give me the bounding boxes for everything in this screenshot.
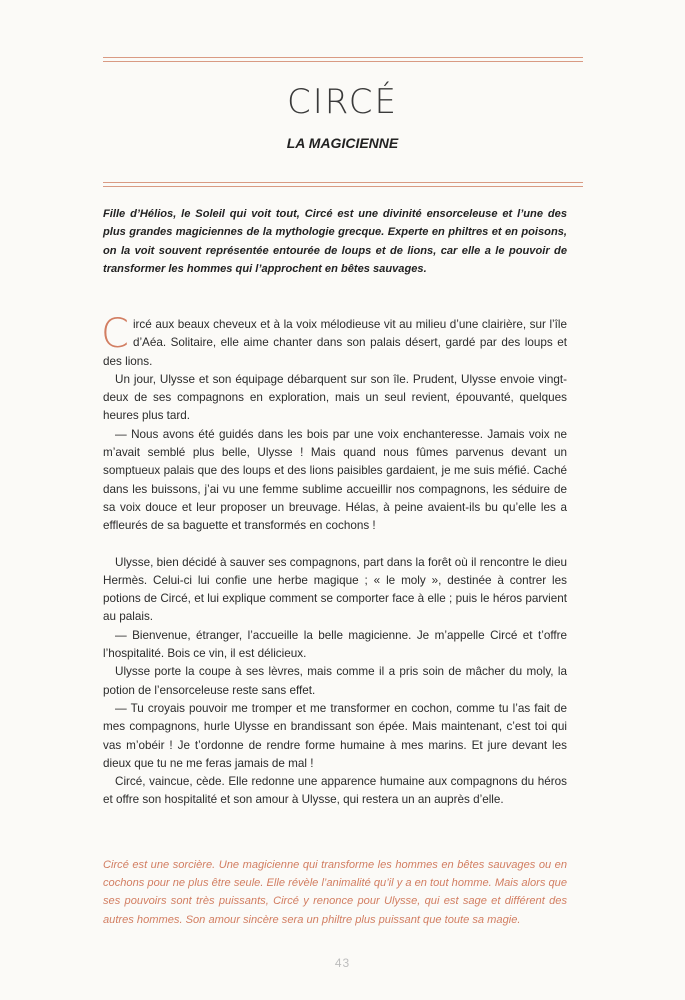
drop-cap: C xyxy=(101,311,129,357)
conclusion-paragraph: Circé est une sorcière. Une magicienne qui transforme les hommes en bêtes sauvages ou en cochons pour ne plus être seule. Elle révèle l’animalité qu’il y a en tout homme. Mais alors que ses pouvoirs sont très puissants, Circé y renonce pour Ulysse, qui est sage et différent des autres hommes. Son amour sincère sera un philtre plus puissant que toute sa magie. xyxy=(103,859,567,926)
bottom-double-rule xyxy=(103,182,583,187)
story-paragraph-1: Circé aux beaux cheveux et à la voix mélodieuse vit au milieu d’une clairière, sur l’île d’Aéa. Solitaire, elle aime chanter dans son palais désert, gardé par des loups et des lions. xyxy=(101,311,567,368)
story-paragraph-4: Ulysse, bien décidé à sauver ses compagnons, part dans la forêt où il rencontre le dieu Hermès. Celui-ci lui confie une herbe magique ; « le moly », destinée à contrer les potions de Circé, et lui explique comment se comporter face à elle ; puis le héros parvient au palais. xyxy=(103,555,567,624)
story-paragraph-7: — Tu croyais pouvoir me tromper et me transformer en cochon, comme tu l’as fait de mes compagnons, hurle Ulysse en brandissant son épée. Mais maintenant, c’est toi qui vas m’obéir ! Je t’ordonne de rendre forme humaine à mes marins. Et jure devant les dieux que tu ne me feras jamais de mal ! xyxy=(103,701,567,770)
story-paragraph-6: Ulysse porte la coupe à ses lèvres, mais comme il a pris soin de mâcher du moly, la potion de l’ensorceleuse reste sans effet. xyxy=(103,665,567,697)
page-title: CIRCÉ xyxy=(287,82,398,122)
top-double-rule xyxy=(103,57,583,62)
story-paragraph-8: Circé, vaincue, cède. Elle redonne une apparence humaine aux compagnons du héros et offre son hospitalité et son amour à Ulysse, qui restera un an auprès d’elle. xyxy=(103,775,567,807)
story-text xyxy=(101,311,567,810)
page-subtitle: LA MAGICIENNE xyxy=(286,135,399,151)
story-paragraph-2: Un jour, Ulysse et son équipage débarquent sur son île. Prudent, Ulysse envoie vingt-deux de ses compagnons en exploration, mais un seul revient, épouvanté, quelques heures plus tard. xyxy=(103,372,567,423)
story-paragraph-5: — Bienvenue, étranger, l’accueille la belle magicienne. Je m’appelle Circé et t’offre l’hospitalité. Bois ce vin, il est délicieux. xyxy=(103,628,567,661)
intro-paragraph: Fille d’Hélios, le Soleil qui voit tout, Circé est une divinité ensorceleuse et l’une des plus grandes magiciennes de la mythologie grecque. Experte en philtres et en poisons, on la voit souvent représentée entourée de loups et de lions, car elle a le pouvoir de transformer les hommes qui l’approchent en bêtes sauvages. xyxy=(103,208,567,276)
page-number: 43 xyxy=(334,956,351,970)
story-paragraph-3: — Nous avons été guidés dans les bois par une voix enchanteresse. Jamais voix ne m’avait semblé plus belle, Ulysse ! Mais quand nous fûmes parvenus devant un somptueux palais que des loups et des lions paisibles gardaient, je me suis méfié. Caché dans les buissons, j’ai vu une femme sublime accueillir nos compagnons, les séduire de sa voix douce et leur proposer un breuvage. Hélas, à peine avaient-ils bu qu’elle les a effleurés de sa baguette et transformés en cochons ! xyxy=(103,427,567,533)
